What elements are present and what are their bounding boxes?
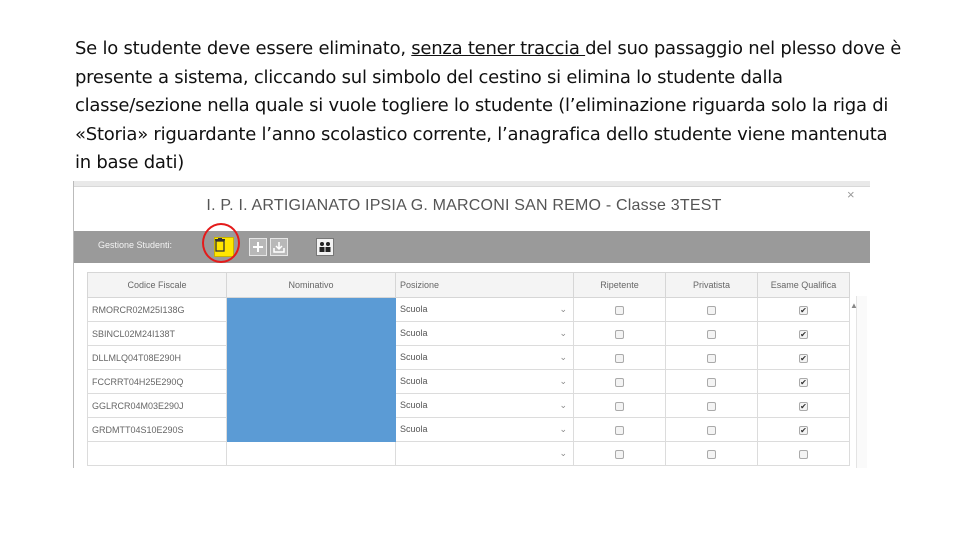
posizione-cell[interactable] [396,418,574,442]
privatista-checkbox[interactable] [707,330,716,339]
ripetente-cell [574,298,666,322]
ripetente-checkbox[interactable] [615,426,624,435]
esame-checkbox[interactable] [799,450,808,459]
privatista-cell [666,418,758,442]
nominativo-cell [227,346,396,370]
privatista-cell [666,394,758,418]
import-icon[interactable] [270,238,288,256]
group-icon[interactable] [316,238,334,256]
chevron-down-icon[interactable]: ⌄ [559,424,567,434]
table-row[interactable] [88,346,850,370]
chevron-down-icon[interactable]: ⌄ [559,328,567,338]
privatista-checkbox[interactable] [707,378,716,387]
nominativo-cell [227,394,396,418]
posizione-cell[interactable] [396,346,574,370]
modal-title: I. P. I. ARTIGIANATO IPSIA G. MARCONI SAN REMO - Classe 3TEST [206,197,722,214]
highlight-circle [202,223,240,263]
ripetente-checkbox[interactable] [615,306,624,315]
background-strip [74,181,870,187]
posizione-cell[interactable] [396,394,574,418]
col-nominativo[interactable]: Nominativo [227,273,396,298]
posizione-value: Scuola [400,328,428,338]
chevron-down-icon[interactable]: ⌄ [559,448,567,458]
posizione-select[interactable] [400,346,569,369]
ripetente-cell [574,370,666,394]
esame-checkbox[interactable]: ✔ [800,425,807,435]
nominativo-cell [227,370,396,394]
table-row[interactable] [88,394,850,418]
esame-qualifica-cell [758,322,850,346]
posizione-select[interactable] [400,442,569,465]
nominativo-cell [227,442,396,466]
ripetente-checkbox[interactable] [615,402,624,411]
posizione-select[interactable] [400,394,569,417]
posizione-cell[interactable] [396,370,574,394]
scroll-up-icon[interactable]: ▲ [850,301,858,310]
esame-qualifica-cell [758,298,850,322]
instruction-text [75,35,905,178]
table-row[interactable] [88,322,850,346]
col-codice-fiscale[interactable]: Codice Fiscale [88,273,227,298]
col-privatista[interactable]: Privatista [666,273,758,298]
ripetente-cell [574,418,666,442]
esame-checkbox[interactable]: ✔ [800,353,807,363]
chevron-down-icon[interactable]: ⌄ [559,400,567,410]
posizione-value: Scuola [400,304,428,314]
table-row[interactable] [88,418,850,442]
close-icon[interactable]: × [847,187,855,202]
privatista-checkbox[interactable] [707,306,716,315]
plus-icon[interactable] [249,238,267,256]
codice-fiscale-cell: GRDMTT04S10E290S [88,418,227,442]
ripetente-checkbox[interactable] [615,450,624,459]
esame-checkbox[interactable]: ✔ [800,329,807,339]
posizione-cell[interactable] [396,298,574,322]
posizione-cell[interactable] [396,322,574,346]
ripetente-cell [574,346,666,370]
ripetente-cell [574,442,666,466]
privatista-cell [666,370,758,394]
esame-qualifica-cell [758,418,850,442]
ripetente-checkbox[interactable] [615,378,624,387]
codice-fiscale-cell: GGLRCR04M03E290J [88,394,227,418]
privatista-cell [666,322,758,346]
col-esame-qualifica[interactable]: Esame Qualifica [758,273,850,298]
chevron-down-icon[interactable]: ⌄ [559,304,567,314]
caption-part-2: del suo passaggio nel plesso dove è presente a sistema, cliccando sul simbolo del cestino si elimina lo studente dalla classe/sezione nella quale si vuole togliere lo studente (l’eliminazione riguarda solo la riga di «Storia» riguardante l’anno scolastico corrente, l’anagrafica dello studente viene mantenuta in base dati) [75,38,902,173]
posizione-cell[interactable] [396,442,574,466]
posizione-select[interactable] [400,298,569,321]
caption-underlined: senza tener traccia [411,38,586,59]
esame-checkbox[interactable]: ✔ [800,305,807,315]
chevron-down-icon[interactable]: ⌄ [559,376,567,386]
nominativo-cell [227,298,396,322]
posizione-value: Scuola [400,352,428,362]
posizione-select[interactable] [400,418,569,441]
posizione-value: Scuola [400,376,428,386]
toolbar-label: Gestione Studenti: [98,240,173,250]
ripetente-cell [574,394,666,418]
nominativo-cell [227,322,396,346]
privatista-checkbox[interactable] [707,426,716,435]
toolbar [74,231,870,263]
codice-fiscale-cell: DLLMLQ04T08E290H [88,346,227,370]
esame-checkbox[interactable]: ✔ [800,377,807,387]
col-posizione[interactable]: Posizione [396,273,574,298]
caption-part-1: Se lo studente deve essere eliminato, [75,38,412,59]
table-row[interactable] [88,298,850,322]
table-row[interactable] [88,370,850,394]
posizione-value: Scuola [400,400,428,410]
privatista-cell [666,442,758,466]
esame-qualifica-cell [758,394,850,418]
privatista-checkbox[interactable] [707,354,716,363]
codice-fiscale-cell: FCCRRT04H25E290Q [88,370,227,394]
ripetente-checkbox[interactable] [615,330,624,339]
posizione-select[interactable] [400,322,569,345]
codice-fiscale-cell: SBINCL02M24I138T [88,322,227,346]
nominativo-cell [227,418,396,442]
privatista-checkbox[interactable] [707,402,716,411]
esame-qualifica-cell [758,346,850,370]
posizione-value: Scuola [400,424,428,434]
esame-qualifica-cell [758,442,850,466]
ripetente-checkbox[interactable] [615,354,624,363]
posizione-select[interactable] [400,370,569,393]
col-ripetente[interactable]: Ripetente [574,273,666,298]
ripetente-cell [574,322,666,346]
table-header-row [88,273,850,298]
esame-checkbox[interactable]: ✔ [800,401,807,411]
table-row[interactable] [88,442,850,466]
privatista-cell [666,346,758,370]
codice-fiscale-cell [88,442,227,466]
students-table [87,272,850,466]
esame-qualifica-cell [758,370,850,394]
app-screenshot [73,181,870,468]
privatista-cell [666,298,758,322]
codice-fiscale-cell: RMORCR02M25I138G [88,298,227,322]
privatista-checkbox[interactable] [707,450,716,459]
chevron-down-icon[interactable]: ⌄ [559,352,567,362]
vertical-scrollbar[interactable] [856,296,867,468]
